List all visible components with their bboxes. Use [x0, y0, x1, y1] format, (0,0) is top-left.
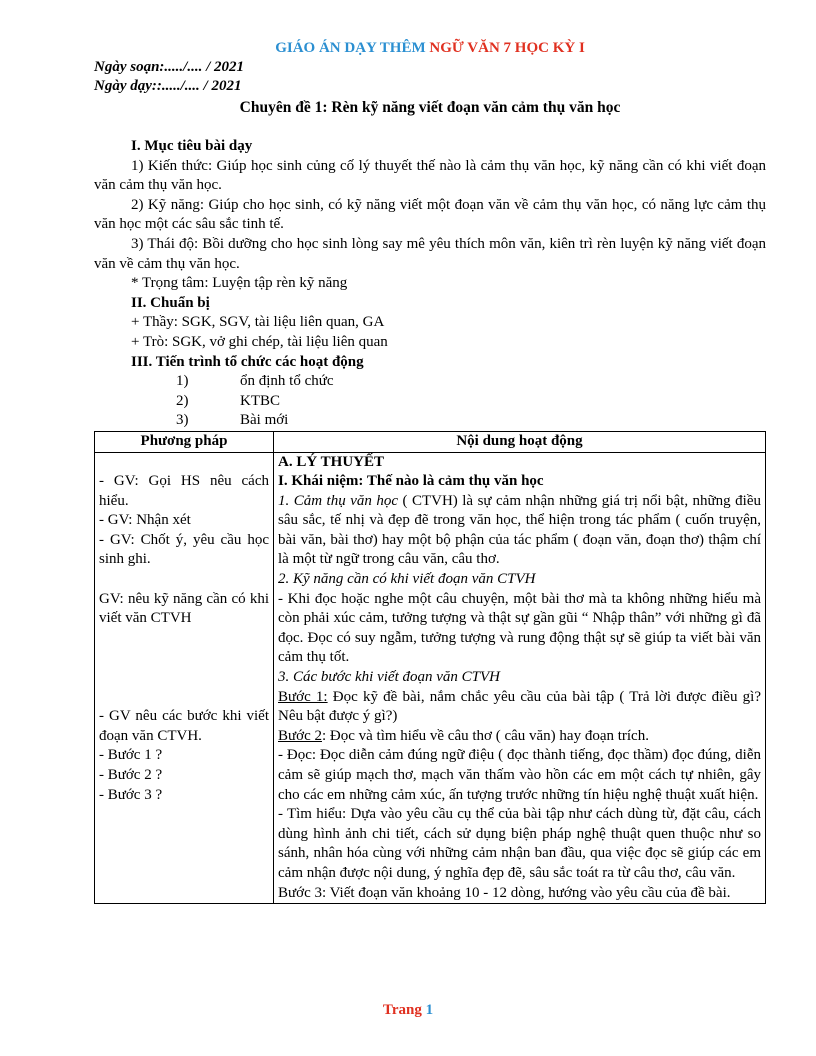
step-3-paragraph: Bước 3: Viết đoạn văn khoảng 10 - 12 dòng, hướng vào yêu cầu của đề bài. [278, 884, 731, 901]
step-item [94, 411, 766, 431]
concept-heading: I. Khái niệm: Thế nào là cảm thụ văn học [278, 473, 544, 490]
content-cell [274, 452, 766, 904]
page-footer [0, 1002, 816, 1019]
skills-heading: 2. Kỹ năng cần có khi viết đoạn văn CTVH [278, 571, 536, 588]
activity-table [94, 431, 766, 904]
method-line: - GV: Nhận xét [99, 512, 191, 529]
step-number: 3) [176, 412, 189, 429]
objective-skills: 2) Kỹ năng: Giúp cho học sinh, có kỹ năng viết một đoạn văn về cảm thụ văn học, có năng lực cảm thụ văn học một các sâu sắc tinh tế. [94, 196, 766, 233]
exploring-paragraph: - Tìm hiểu: Dựa vào yêu cầu cụ thể của bài tập như cách dùng từ, đặt câu, cách dùng hình ảnh chi tiết, cách sử dụng biện pháp nghệ thuật quen thuộc như so sánh, nhân hóa cùng với những cảm nhận ban đầu, qua việc đọc sẽ giúp các em cảm nhận được nội dung, ý nghĩa đẹp đẽ, sâu sắc toát ra từ câu thơ, câu văn. [278, 806, 761, 881]
step-text: ổn định tổ chức [240, 373, 334, 390]
footer-page-number: 1 [425, 1002, 434, 1018]
steps-heading: 3. Các bước khi viết đoạn văn CTVH [278, 669, 500, 686]
step-number: 1) [176, 373, 189, 390]
step-item [94, 372, 766, 392]
topic-title: Chuyên đề 1: Rèn kỹ năng viết đoạn văn cảm thụ văn học [239, 99, 621, 116]
student-prep: + Trò: SGK, vở ghi chép, tài liệu liên quan [131, 333, 388, 350]
col-header-method: Phương pháp [95, 431, 274, 452]
section-2-heading: II. Chuẩn bị [131, 294, 210, 311]
method-line: - Bước 1 ? [99, 747, 163, 764]
title-part-2: NGỮ VĂN 7 HỌC KỲ I [429, 40, 585, 56]
method-line: - Bước 3 ? [99, 786, 163, 803]
concept-text: ( CTVH) là sự cảm nhận những giá trị nổi bật, những điều sâu sắc, tế nhị và đẹp đẽ trong văn học, thể hiện trong tác phẩm ( cuốn truyện, bài văn, bài thơ) hay một bộ phận của tác phẩm ( đoạn văn, đoạn thơ) thậm chí là một từ ngữ trong câu văn, câu thơ. [278, 492, 761, 568]
focus-line: * Trọng tâm: Luyện tập rèn kỹ năng [131, 275, 348, 292]
step-1-label: Bước 1: [278, 688, 328, 705]
method-line: - GV: Gọi HS nêu cách hiểu. [99, 473, 269, 509]
step-2-text: : Đọc và tìm hiểu về câu thơ ( câu văn) hay đoạn trích. [321, 727, 649, 744]
teacher-prep: + Thầy: SGK, SGV, tài liệu liên quan, GA [131, 314, 385, 331]
method-line: - GV: Chốt ý, yêu cầu học sinh ghi. [99, 531, 269, 568]
method-line: - GV nêu các bước khi viết đoạn văn CTVH. [99, 708, 269, 744]
method-cell [95, 452, 274, 904]
section-3-heading: III. Tiến trình tổ chức các hoạt động [131, 353, 364, 370]
step-number: 2) [176, 392, 189, 409]
step-1-text: Đọc kỹ đề bài, nắm chắc yêu cầu của bài tập ( Trả lời được điều gì? Nêu bật được ý gì?) [278, 688, 761, 725]
date-taught: Ngày dạy::...../.... / 2021 [94, 78, 242, 94]
objective-attitude: 3) Thái độ: Bồi dưỡng cho học sinh lòng say mê yêu thích môn văn, kiên trì rèn luyện kỹ năng viết đoạn văn về cảm thụ văn học. [94, 235, 766, 272]
spacer [99, 629, 269, 707]
table-header-row [95, 431, 766, 452]
document-title [94, 38, 766, 58]
footer-page-word: Trang [382, 1002, 422, 1018]
spacer [99, 570, 269, 590]
step-text: Bài mới [240, 412, 289, 429]
step-item [94, 392, 766, 412]
document-page [94, 38, 766, 904]
document-body [94, 137, 766, 904]
date-prepared: Ngày soạn:...../.... / 2021 [94, 59, 244, 75]
objective-knowledge: 1) Kiến thức: Giúp học sinh củng cố lý thuyết thế nào là cảm thụ văn học, kỹ năng cần có khi viết đoạn văn cảm thụ văn học. [94, 157, 766, 194]
step-2-paragraph [278, 727, 761, 747]
title-part-1: GIÁO ÁN DẠY THÊM [275, 40, 426, 56]
spacer [99, 453, 269, 473]
step-2-label: Bước 2 [278, 727, 322, 744]
step-1-paragraph [278, 688, 761, 727]
concept-paragraph [278, 492, 761, 570]
skills-paragraph: - Khi đọc hoặc nghe một câu chuyện, một bài thơ mà ta không những hiểu mà còn phải xúc cảm, tưởng tượng và thật sự gần gũi “ Nhập thân” với những gì đã đọc. Đọc có suy ngẫm, tưởng tượng và rung động thật sự sẽ giúp ta viết bài văn cảm thụ tốt. [278, 590, 761, 666]
reading-paragraph: - Đọc: Đọc diễn cảm đúng ngữ điệu ( đọc thành tiếng, đọc thầm) đọc đúng, diễn cảm sẽ giúp mạch thơ, mạch văn thấm vào hồn các em một cách tự nhiên, gây cho các em những cảm xúc, ấn tượng trước những tín hiệu nghệ thuật xuất hiện. [278, 747, 761, 803]
method-line: GV: nêu kỹ năng cần có khi viết văn CTVH [99, 590, 269, 627]
step-text: KTBC [240, 392, 281, 409]
concept-label: 1. Cảm thụ văn học [278, 492, 398, 509]
section-a-heading: A. LÝ THUYẾT [278, 453, 384, 470]
method-line: - Bước 2 ? [99, 767, 163, 784]
section-1-heading: I. Mục tiêu bài dạy [131, 138, 253, 154]
col-header-content: Nội dung hoạt động [274, 431, 766, 452]
table-row [95, 452, 766, 904]
